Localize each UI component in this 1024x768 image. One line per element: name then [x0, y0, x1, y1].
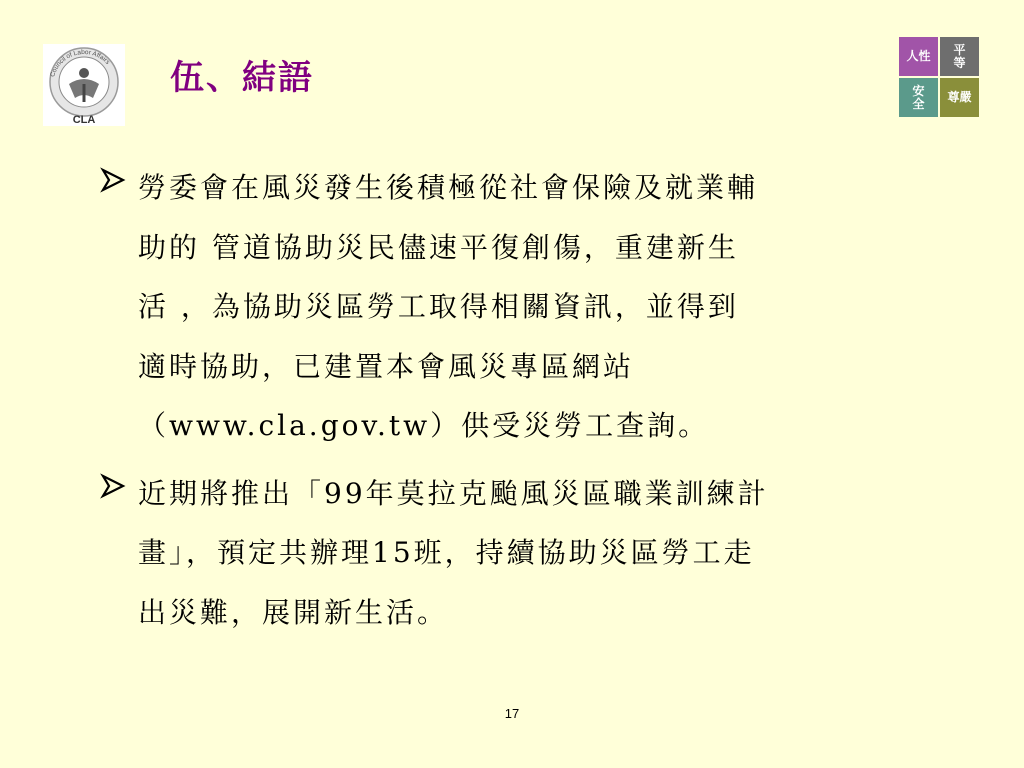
emblem-text: 等: [953, 55, 966, 70]
bullet-line: 畫」，預定共辦理15班，持續協助災區勞工走: [138, 536, 755, 569]
arrow-bullet-icon: [100, 473, 126, 499]
bullet-line: 出災難，展開新生活。: [138, 595, 449, 629]
bullet-line: （www.cla.gov.tw）供受災勞工查詢。: [138, 409, 710, 442]
emblem-text: 全: [912, 96, 925, 111]
emblem-text: 平: [953, 42, 966, 57]
emblem-cell-safety: [899, 78, 938, 117]
emblem-cell-dignity: [940, 78, 979, 117]
bullet-line: 適時協助，已建置本會風災專區網站: [138, 349, 635, 383]
bullet-item: [100, 158, 940, 456]
emblem-text: 安: [912, 83, 925, 98]
arrow-bullet-icon: [100, 167, 126, 193]
page-number: 17: [504, 706, 520, 721]
slide-title: 伍、結語: [170, 58, 314, 98]
bullet-line: 助的 管道協助災民儘速平復創傷，重建新生: [138, 230, 739, 264]
bullet-line: 活 ，為協助災區勞工取得相關資訊，並得到: [138, 290, 739, 323]
emblem-cell-equality: [940, 37, 979, 76]
bullet-item: [100, 464, 940, 643]
logo-abbrev: CLA: [72, 114, 96, 126]
bullet-line: 勞委會在風災發生後積極從社會保險及就業輔: [138, 171, 759, 204]
values-emblem: [899, 37, 979, 117]
logo-ring-text: Council of Labor Affairs: [49, 48, 112, 78]
bullet-line: 近期將推出「99年莫拉克颱風災區職業訓練計: [138, 476, 769, 510]
cla-logo: [43, 44, 125, 126]
slide-body: [100, 158, 940, 650]
emblem-text: 尊嚴: [947, 90, 972, 104]
emblem-text: 人性: [906, 49, 931, 63]
emblem-cell-humanity: [899, 37, 938, 76]
